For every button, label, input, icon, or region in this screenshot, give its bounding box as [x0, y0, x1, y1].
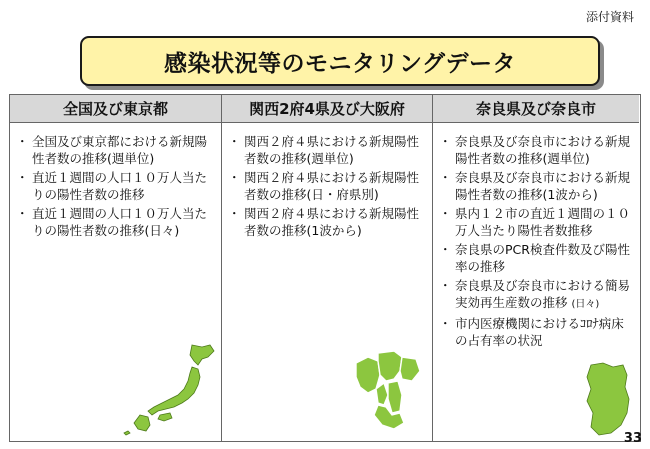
list-item [441, 277, 635, 313]
column-national-tokyo [10, 95, 222, 441]
nara-map-icon [583, 361, 633, 437]
column-header: 全国及び東京都 [10, 95, 221, 123]
item-list [10, 123, 221, 239]
list-item-suffix: (日々) [571, 299, 600, 310]
column-header: 奈良県及び奈良市 [433, 95, 639, 123]
japan-map-icon [122, 341, 218, 437]
list-item: ・ 奈良県及び奈良市における新規陽性者数の推移(週単位) [441, 133, 635, 167]
column-kansai-osaka [222, 95, 433, 441]
list-item: ・ 市内医療機関におけるｺﾛﾅ病床の占有率の状況 [441, 315, 635, 349]
list-item: ・ 奈良県のPCR検査件数及び陽性率の推移 [441, 241, 635, 275]
kansai-map-icon [354, 349, 426, 431]
list-item: ・ 関西２府４県における新規陽性者数の推移(日・府県別) [230, 169, 428, 203]
column-nara [433, 95, 639, 441]
title-box [80, 36, 600, 86]
list-item-text: 奈良県及び奈良市における簡易実効再生産数の推移 [455, 278, 631, 310]
page-title: 感染状況等のモニタリングデータ [163, 50, 517, 77]
item-list [222, 123, 432, 239]
column-header: 関西2府4県及び大阪府 [222, 95, 432, 123]
list-item: ・ 関西２府４県における新規陽性者数の推移(週単位) [230, 133, 428, 167]
item-list [433, 123, 639, 349]
list-item: ・ 全国及び東京都における新規陽性者数の推移(週単位) [18, 133, 217, 167]
list-item: ・ 直近１週間の人口１０万人当たりの陽性者数の推移(日々) [18, 205, 217, 239]
list-item: ・ 県内１２市の直近１週間の１０万人当たり陽性者数推移 [441, 205, 635, 239]
attachment-label: 添付資料 [585, 10, 634, 24]
list-item: ・ 奈良県及び奈良市における新規陽性者数の推移(1波から) [441, 169, 635, 203]
monitoring-table [9, 94, 641, 442]
list-item: ・ 関西２府４県における新規陽性者数の推移(1波から) [230, 205, 428, 239]
list-item: ・ 直近１週間の人口１０万人当たりの陽性者数の推移 [18, 169, 217, 203]
page-number: 33 [623, 431, 642, 446]
